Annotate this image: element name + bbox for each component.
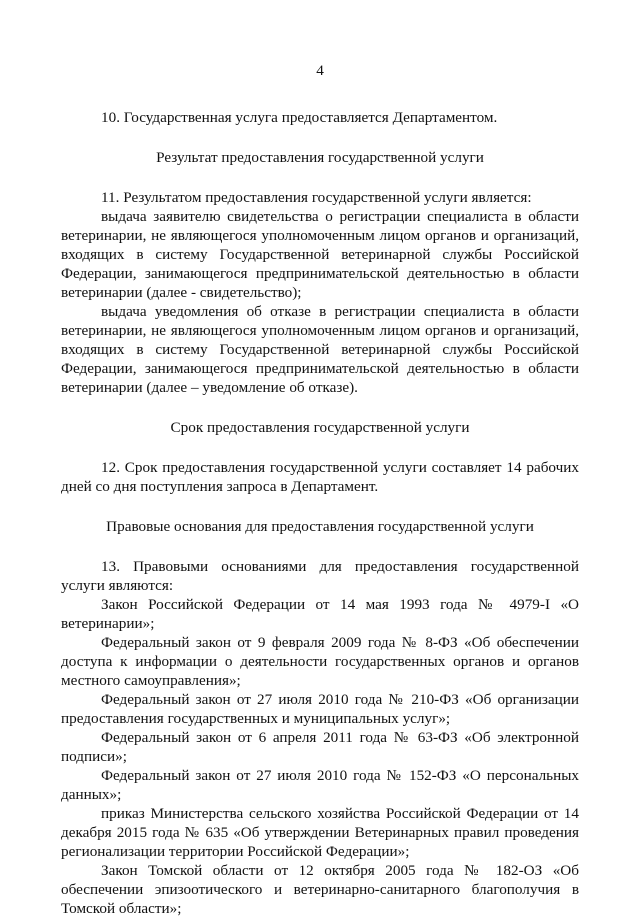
paragraph-12: 12. Срок предоставления государственной услуги составляет 14 рабочих дней со дня поступления запроса в Департамент. xyxy=(61,459,579,495)
document-body xyxy=(61,108,579,918)
paragraph-13-item: Федеральный закон от 6 апреля 2011 года № 63-ФЗ «Об электронной подписи»; xyxy=(61,729,579,765)
paragraph-13-intro: 13. Правовыми основаниями для предоставления государственной услуги являются: xyxy=(61,558,579,594)
paragraph-13-item: приказ Министерства сельского хозяйства Российской Федерации от 14 декабря 2015 года № 635 «Об утверждении Ветеринарных правил проведения регионализации территории Российской Федерации»; xyxy=(61,805,579,860)
heading-result: Результат предоставления государственной услуги xyxy=(156,149,484,166)
paragraph-13-item: Закон Российской Федерации от 14 мая 1993 года № 4979-I «О ветеринарии»; xyxy=(61,596,579,632)
paragraph-13-item: Федеральный закон от 27 июля 2010 года № 152-ФЗ «О персональных данных»; xyxy=(61,767,579,803)
paragraph-13-item: Федеральный закон от 9 февраля 2009 года № 8-ФЗ «Об обеспечении доступа к информации о деятельности государственных органов и органов местного самоуправления»; xyxy=(61,634,579,689)
page-number: 4 xyxy=(316,62,324,79)
paragraph-11-intro: 11. Результатом предоставления государственной услуги является: xyxy=(101,189,532,206)
heading-term: Срок предоставления государственной услуги xyxy=(170,419,470,436)
paragraph-13-item: Федеральный закон от 27 июля 2010 года № 210-ФЗ «Об организации предоставления государственных и муниципальных услуг»; xyxy=(61,691,579,727)
heading-legal-basis: Правовые основания для предоставления государственной услуги xyxy=(106,518,534,535)
paragraph-11-item: выдача уведомления об отказе в регистрации специалиста в области ветеринарии, не являющегося уполномоченным лицом органов и организаций, входящих в систему Государственной ветеринарной службы Российской Федерации, занимающегося предпринимательской деятельностью в области ветеринарии (далее – уведомление об отказе). xyxy=(61,303,579,396)
paragraph-13-item: Закон Томской области от 12 октября 2005 года № 182-ОЗ «Об обеспечении эпизоотического и ветеринарно-санитарного благополучия в Томской области»; xyxy=(61,862,579,917)
paragraph-10: 10. Государственная услуга предоставляется Департаментом. xyxy=(101,109,498,126)
paragraph-11-item: выдача заявителю свидетельства о регистрации специалиста в области ветеринарии, не являющегося уполномоченным лицом органов и организаций, входящих в систему Государственной ветеринарной службы Российской Федерации, занимающегося предпринимательской деятельностью в области ветеринарии (далее - свидетельство); xyxy=(61,208,579,301)
